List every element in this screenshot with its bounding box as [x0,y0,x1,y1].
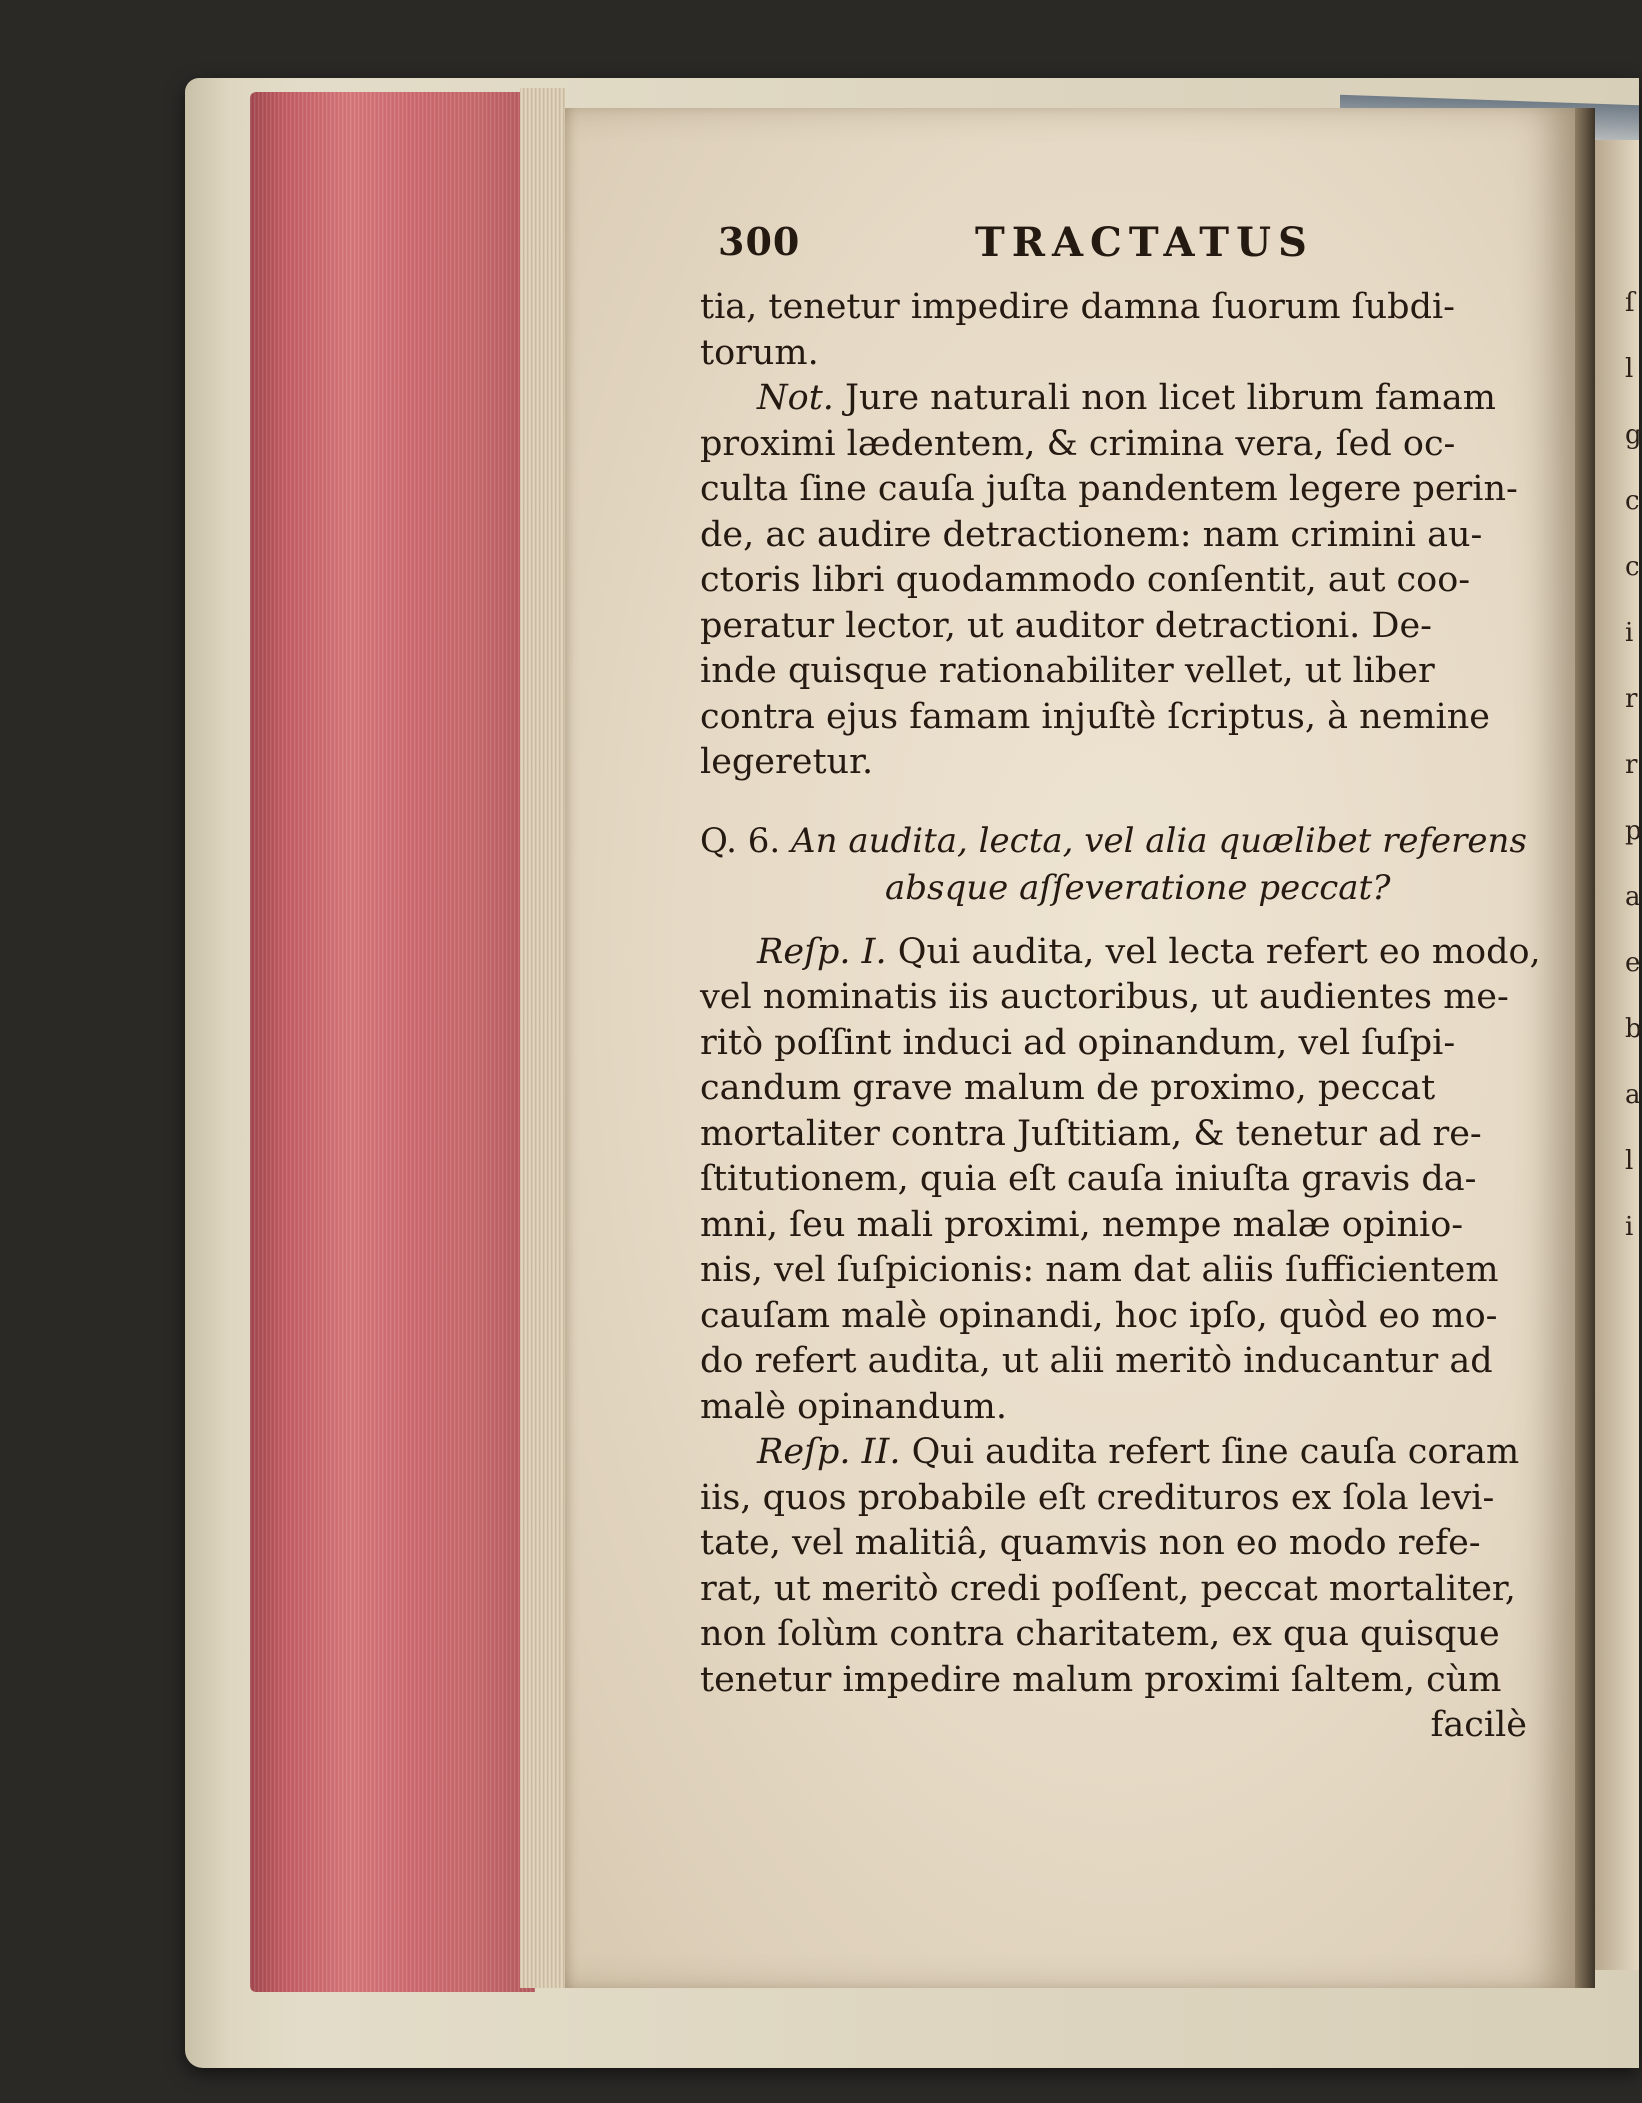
text-line: legeretur. [700,742,874,782]
facing-page-letter: l [1625,354,1634,384]
text-line: peratur lector, ut auditor detractioni. De- [700,605,1432,646]
response-text: Qui audita, vel lecta refert eo modo, [886,931,1541,972]
text-line: malè opinandum. [700,1386,1007,1427]
response-label: Reſp. II. [757,1432,901,1472]
facing-page-letter: p [1625,816,1642,846]
paragraph-response-1 [700,930,1545,1431]
facing-page-letter: a [1625,1080,1641,1110]
paragraph-intro [700,285,1545,376]
text-line: mortaliter contra Juſtitiam, & tenetur ad re- [700,1113,1482,1154]
text-line: iis, quos probabile eſt credituros ex ſola levi- [700,1477,1495,1518]
facing-page-fragments [1625,270,1642,1770]
text-line: mni, ſeu mali proximi, nempe malæ opinio- [700,1204,1464,1245]
facing-page-letter: ſ [1625,288,1635,318]
question-label: Q. 6. [700,820,781,861]
text-line: torum. [700,332,819,373]
question-line-continued: absque aſſeveratione peccat? [885,867,1391,908]
response-label: Reſp. I. [757,931,887,972]
text-line: proximi lædentem, & crimina vera, ſed oc- [700,423,1456,464]
text-line: de, ac audire detractionem: nam crimini au- [700,514,1483,555]
facing-page-letter: a [1625,882,1641,912]
book-gutter [1575,108,1595,1988]
text-line [700,376,1545,422]
catchword: facilè [1430,1705,1527,1745]
question-heading [700,818,1545,912]
facing-page-letter: r [1625,684,1638,714]
note-label: Not. [757,378,834,418]
running-head [700,215,1545,285]
text-line: cauſam malè opinandi, hoc ipſo, quòd eo mo- [700,1295,1498,1336]
text-line: ctoris libri quodammodo conſentit, aut coo- [700,560,1471,600]
page-leaf-stack [520,88,565,1988]
facing-page-letter: i [1625,1212,1634,1242]
facing-page-letter: c [1625,486,1640,516]
text-line: vel nominatis iis auctoribus, ut audientes me- [700,977,1509,1017]
page-text [700,215,1545,1748]
facing-page-letter: g [1625,420,1642,450]
text-line: nis, vel ſuſpicionis: nam dat aliis ſufficientem [700,1250,1499,1290]
text-line: ritò poſſint induci ad opinandum, vel ſuſpi- [700,1022,1456,1063]
note-text: Jure naturali non licet librum famam [833,378,1496,418]
text-line [700,1430,1545,1476]
question-line [700,818,1545,865]
paragraph-response-2 [700,1430,1545,1703]
text-line: tate, vel malitiâ, quamvis non eo modo refe- [700,1523,1481,1563]
text-line: inde quisque rationabiliter vellet, ut liber [700,651,1435,691]
facing-page-letter: l [1625,1146,1634,1176]
facing-page-letter: c [1625,552,1640,582]
red-page-edges [250,92,535,1992]
facing-page-letter: r [1625,750,1638,780]
text-line: tenetur impedire malum proximi ſaltem, cùm [700,1659,1502,1700]
text-line: ſtitutionem, quia eſt cauſa iniuſta gravis da- [700,1159,1477,1199]
page-number: 300 [718,219,801,264]
response-text: Qui audita refert ſine cauſa coram [900,1432,1520,1472]
facing-page-letter: e [1625,948,1641,978]
question-text: An audita, lecta, vel alia quælibet referens [780,820,1527,861]
text-line: contra ejus famam injuſtè ſcriptus, à nemine [700,696,1490,737]
text-line: rat, ut meritò credi poſſent, peccat mortaliter, [700,1568,1516,1609]
facing-page-letter: i [1625,618,1634,648]
paragraph-note [700,376,1545,786]
text-line: culta ſine cauſa juſta pandentem legere perin- [700,469,1518,509]
facing-page-letter: b [1625,1014,1642,1044]
text-line: candum grave malum de proximo, peccat [700,1068,1436,1108]
text-line: do refert audita, ut alii meritò inducantur ad [700,1341,1493,1381]
running-head-title: TRACTATUS [975,219,1314,266]
text-line [700,930,1545,976]
text-line: non ſolùm contra charitatem, ex qua quisque [700,1614,1500,1654]
text-line: tia, tenetur impedire damna ſuorum ſubdi- [700,287,1456,327]
